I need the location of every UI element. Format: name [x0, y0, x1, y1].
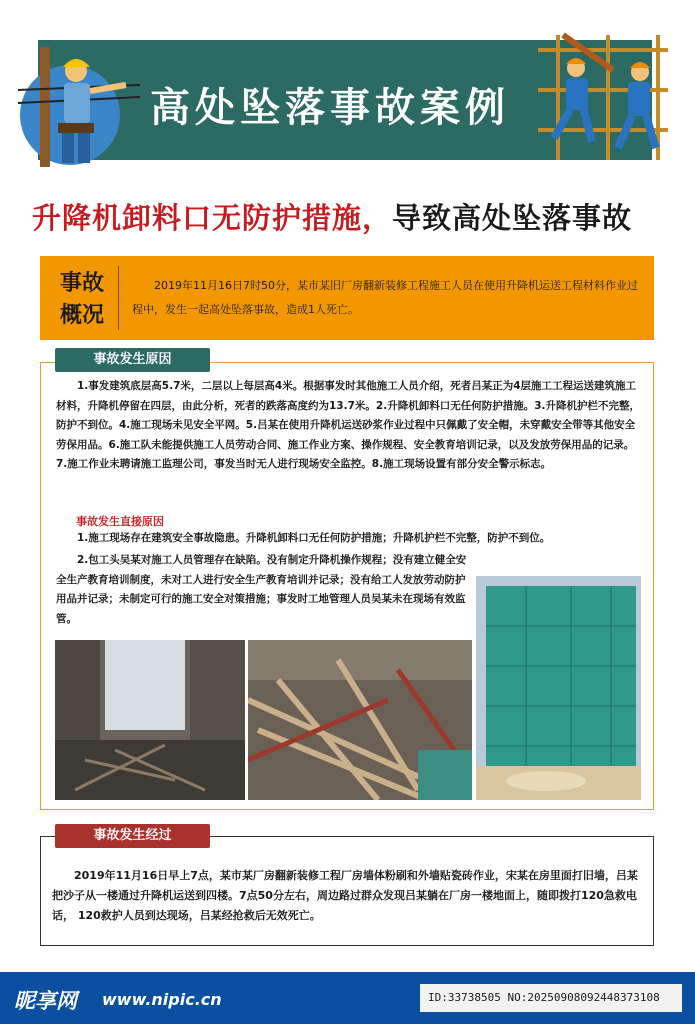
overview-panel	[40, 256, 654, 340]
direct-causes-title: 事故发生直接原因	[76, 515, 164, 528]
accident-photo-debris	[248, 640, 472, 800]
overview-divider	[118, 266, 119, 330]
headline-black-part: 导致高处坠落事故	[392, 201, 633, 235]
direct-cause-1: 1.施工现场存在建筑安全事故隐患。升降机卸料口无任何防护措施；升降机护栏不完整，防护不到位。	[77, 532, 551, 544]
footer-logo: 昵享网	[14, 989, 77, 1013]
falling-workers-icon	[518, 30, 680, 162]
banner-title: 高处坠落事故案例	[150, 85, 510, 131]
process-tab: 事故发生经过	[55, 824, 210, 848]
accident-photo-building	[476, 576, 641, 800]
footer-id: ID:33738505 NO:20250908092448373108	[420, 984, 682, 1012]
overview-text: 2019年11月16日7时50分，某市某旧厂房翻新装修工程施工人员在使用升降机运送工程材料作业过程中，发生一起高处坠落事故，造成1人死亡。	[132, 279, 638, 316]
headline-red-part: 升降机卸料口无防护措施，	[32, 201, 393, 235]
worker-on-pole-icon	[18, 45, 140, 170]
overview-label-line1: 事故	[59, 271, 104, 296]
footer-url[interactable]: www.nipic.cn	[102, 990, 222, 1009]
overview-label	[52, 268, 112, 332]
direct-cause-2: 2.包工头吴某对施工人员管理存在缺陷。没有制定升降机操作规程；没有建立健全安全生产教育培训制度，未对工人进行安全生产教育培训并记录；没有给工人发放劳动防护用品并记录；未制定可行的施工安全对策措施；事发时工地管理人员吴某未在现场有效监管。	[56, 554, 467, 625]
causes-paragraph: 1.事发建筑底层高5.7米，二层以上每层高4米。根据事发时其他施工人员介绍，死者吕某正为4层施工工程运送建筑施工材料，升降机停留在四层，由此分析，死者的跌落高度约为13.7米。2.升降机卸料口无任何防护措施。3.升降机护栏不完整，防护不到位。4.施工现场未见安全平网。5.吕某在使用升降机运送砂浆作业过程中只佩戴了安全帽，未穿戴安全带等其他安全劳保用品。6.施工队未能提供施工人员劳动合同、施工作业方案、操作规程、安全教育培训记录，以及发放劳保用品的记录。7.施工作业未聘请施工监理公司，事发当时无人进行现场安全监控。8.施工现场设置有部分安全警示标志。	[56, 380, 640, 470]
overview-label-line2: 概况	[59, 303, 104, 328]
process-text: 2019年11月16日早上7点，某市某厂房翻新装修工程厂房墙体粉刷和外墙贴瓷砖作业，宋某在房里面打旧墙，吕某把沙子从一楼通过升降机运送到四楼。7点50分左右，周边路过群众发现吕某躺在厂房一楼地面上，随即拨打120急救电话， 120救护人员到达现场，吕某经抢救后无效死亡。	[52, 869, 638, 922]
headline	[32, 196, 632, 237]
accident-photo-interior	[55, 640, 245, 800]
causes-tab: 事故发生原因	[55, 348, 210, 372]
